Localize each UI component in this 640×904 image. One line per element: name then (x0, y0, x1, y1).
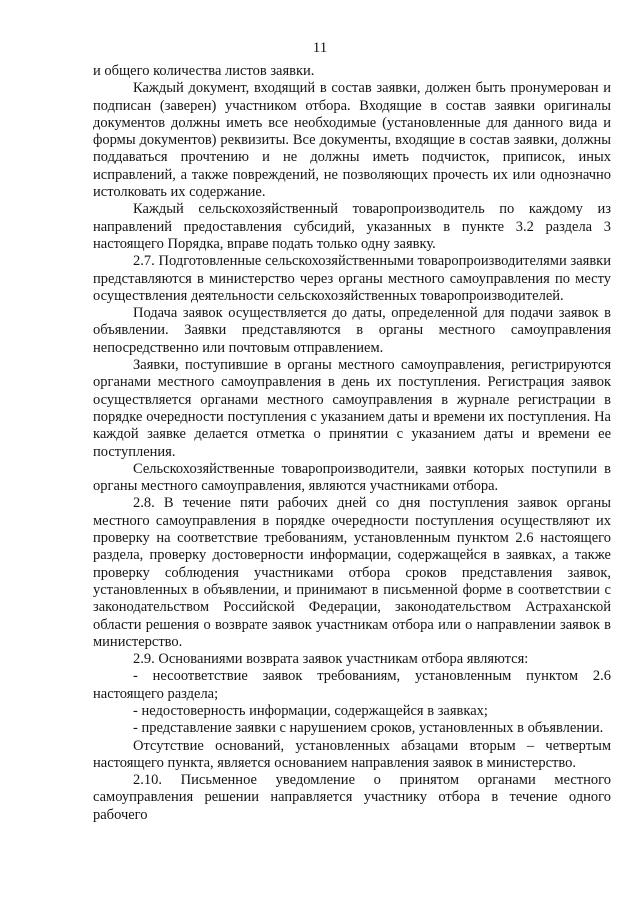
paragraph-continuation: и общего количества листов заявки. (93, 63, 315, 79)
paragraph-2-9: 2.9. Основаниями возврата заявок участникам отбора являются: (133, 651, 529, 668)
paragraph: Каждый сельскохозяйственный товаропроизводитель по каждому из направлений предоставления субсидий, указанных в пункте 3.2 раздела 3 настоящего Порядка, вправе подать только одну заявку. (93, 201, 611, 252)
paragraph: Каждый документ, входящий в состав заявки, должен быть пронумерован и подписан (заверен) участником отбора. Входящие в состав заявки оригиналы документов должны иметь все необходимые (установленные для данного вида и формы документов) реквизиты. Все документы, входящие в состав заявки, должны поддаваться прочтению и не должны иметь подчисток, приписок, иных исправлений, а также повреждений, не позволяющих прочесть их или однозначно истолковать их содержание. (93, 80, 611, 201)
list-item: - недостоверность информации, содержащейся в заявках; (133, 702, 488, 719)
paragraph-2-10: 2.10. Письменное уведомление о принятом органами местного самоуправления решении направляется участнику отбора в течение одного рабочего (93, 772, 611, 823)
paragraph-2-8: 2.8. В течение пяти рабочих дней со дня поступления заявок органы местного самоуправления в порядке очередности поступления осуществляют их проверку на соответствие требованиям, установленным пунктом 2.6 настоящего раздела, проверку достоверности информации, содержащейся в заявках, а также проверку соблюдения участниками отбора сроков представления заявок, установленных в объявлении, и принимают в письменной форме в соответствии с законодательством Российской Федерации, законодательством Астраханской области решения о возврате заявок участникам отбора или о направлении заявок в министерство. (93, 495, 611, 650)
paragraph-2-7: 2.7. Подготовленные сельскохозяйственными товаропроизводителями заявки представляются в министерство через органы местного самоуправления по месту осуществления деятельности сельскохозяйственных товаропроизводителей. (93, 253, 611, 304)
paragraph: Подача заявок осуществляется до даты, определенной для подачи заявок в объявлении. Заявки представляются в органы местного самоуправления непосредственно или почтовым отправлением. (93, 305, 611, 356)
list-item: - представление заявки с нарушением сроков, установленных в объявлении. (133, 720, 604, 737)
paragraph: Сельскохозяйственные товаропроизводители, заявки которых поступили в органы местного самоуправления, являются участниками отбора. (93, 460, 611, 495)
paragraph: Заявки, поступившие в органы местного самоуправления, регистрируются органами местного самоуправления в день их поступления. Регистрация заявок осуществляется органами местного самоуправления в журнале регистрации в порядке очередности поступления с указанием даты и времени их поступления. На каждой заявке делается отметка о принятии с указанием даты и времени ее поступления. (93, 357, 611, 460)
page-number: 11 (312, 40, 328, 56)
document-body (93, 63, 611, 824)
paragraph: Отсутствие оснований, установленных абзацами вторым – четвертым настоящего пункта, является основанием направления заявок в министерство. (93, 737, 611, 771)
list-item: - несоответствие заявок требованиям, установленным пунктом 2.6 настоящего раздела; (93, 668, 611, 702)
